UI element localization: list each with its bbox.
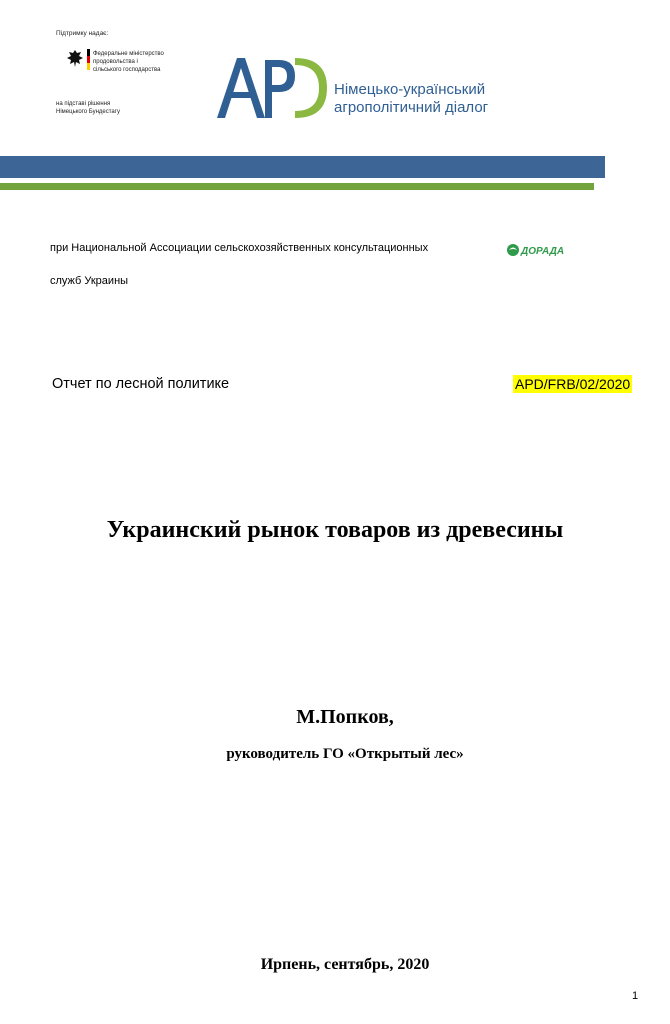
author-name: М.Попков,: [296, 706, 394, 728]
header-blue-bar: [0, 156, 605, 178]
apd-name: Німецько-український агрополітичний діалог: [334, 81, 489, 116]
federal-eagle-icon: [66, 49, 84, 69]
apd-logo: [215, 52, 330, 122]
association-line-2: служб Украины: [50, 275, 129, 287]
page-number: 1: [632, 990, 639, 1002]
report-code: APD/FRB/02/2020: [515, 376, 631, 392]
sponsor-label: Підтримку надає:: [56, 30, 109, 37]
association-line-1: при Национальной Ассоциации сельскохозяйственных консультационных: [50, 242, 429, 254]
german-flag-icon: [87, 49, 90, 70]
svg-text:ДОРАДА: ДОРАДА: [521, 246, 565, 257]
ministry-name: Федеральне міністерство продовольства і сільського господарства: [93, 51, 164, 73]
report-type: Отчет по лесной политике: [52, 376, 230, 392]
place-date: Ирпень, сентябрь, 2020: [260, 956, 430, 973]
author-role: руководитель ГО «Открытый лес»: [226, 746, 464, 762]
document-title: Украинский рынок товаров из древесины: [106, 517, 564, 543]
dorada-logo: [506, 243, 578, 257]
header-green-bar: [0, 183, 594, 190]
bundestag-decision: на підставі рішення Німецького Бундестагу: [56, 101, 120, 115]
